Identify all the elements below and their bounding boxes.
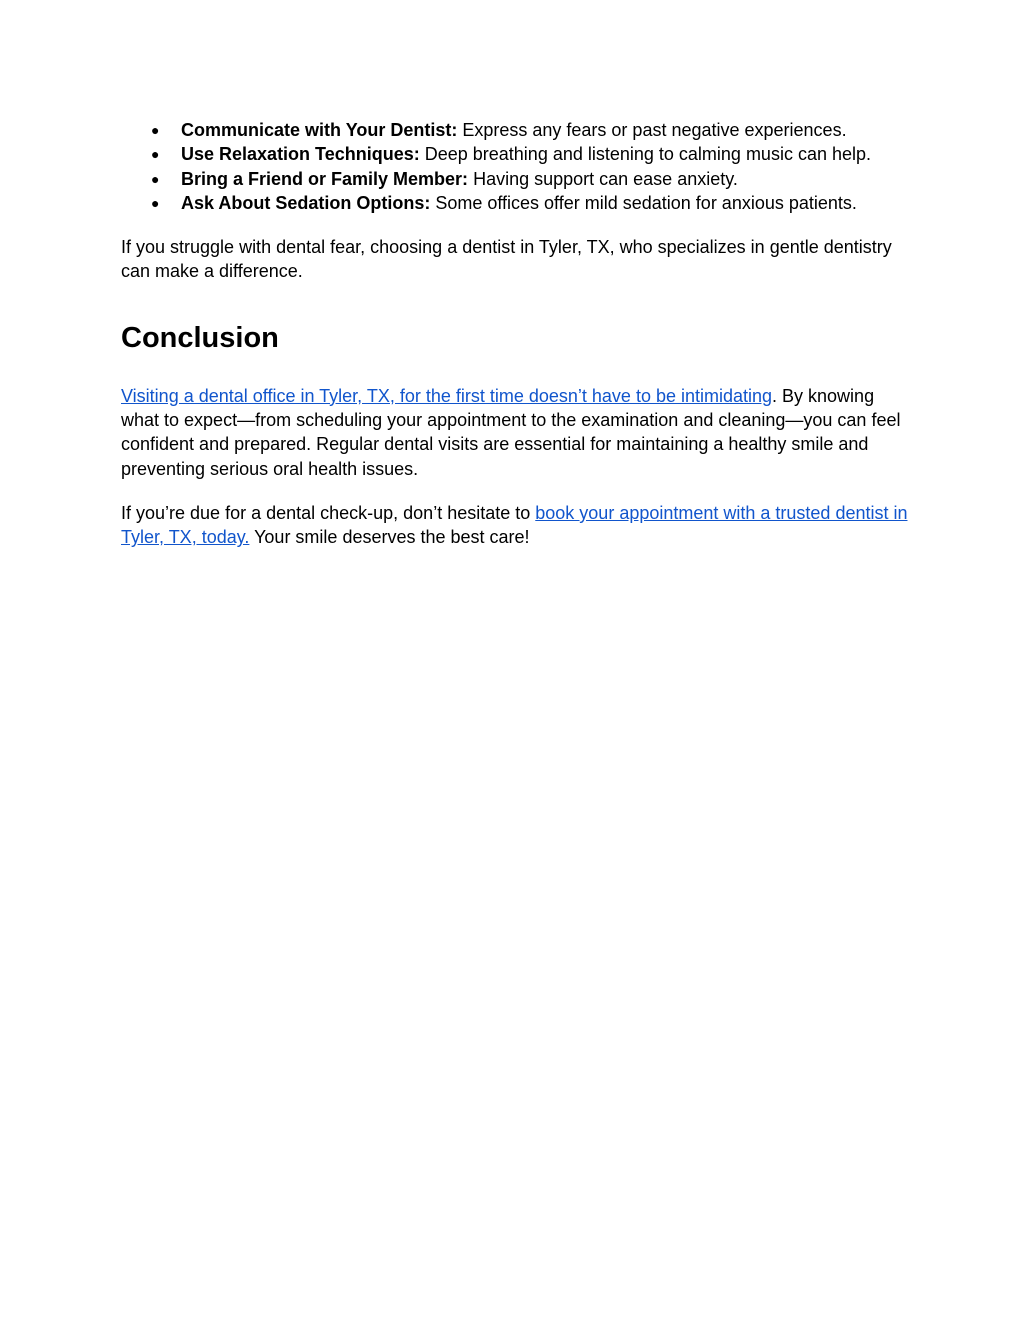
book-appointment-link[interactable]: book your appointment with a trusted dentist in Tyler, TX, today. [121,502,908,548]
cta-lead-text: If you’re due for a dental check-up, don’t hesitate to [121,502,536,523]
list-item [121,118,911,142]
dental-fear-paragraph: If you struggle with dental fear, choosing a dentist in Tyler, TX, who specializes in gentle dentistry can make a difference. [121,237,892,282]
tip-term: Bring a Friend or Family Member: [181,168,469,189]
bullet-icon: ● [151,194,160,211]
cta-closing-text: Your smile deserves the best care! [249,527,530,548]
bullet-icon: ● [151,122,160,138]
anxiety-tips-list [121,118,911,215]
list-item [121,142,911,166]
tip-text: Express any fears or past negative experiences. [457,120,847,140]
list-item [121,167,911,191]
first-visit-link[interactable]: Visiting a dental office in Tyler, TX, for the first time doesn’t have to be intimidating [121,385,773,406]
conclusion-heading: Conclusion [121,321,279,354]
tip-term: Ask About Sedation Options: [181,192,431,213]
cta-paragraph [121,501,911,550]
bullet-icon: ● [151,170,160,187]
conclusion-paragraph [121,384,911,481]
tip-text: Some offices offer mild sedation for anxious patients. [430,192,857,213]
tip-text: Deep breathing and listening to calming music can help. [419,144,871,165]
tip-term: Communicate with Your Dentist: [181,120,458,140]
tip-term: Use Relaxation Techniques: [181,144,420,165]
document-content [121,118,911,550]
conclusion-text: . By knowing what to expect—from scheduling your appointment to the examination and cleaning—you can feel confident and prepared. Regular dental visits are essential for maintaining a healthy smile and preventing serious oral health issues. [121,385,901,479]
tip-text: Having support can ease anxiety. [468,168,738,189]
bullet-icon: ● [151,146,160,163]
list-item [121,191,911,215]
